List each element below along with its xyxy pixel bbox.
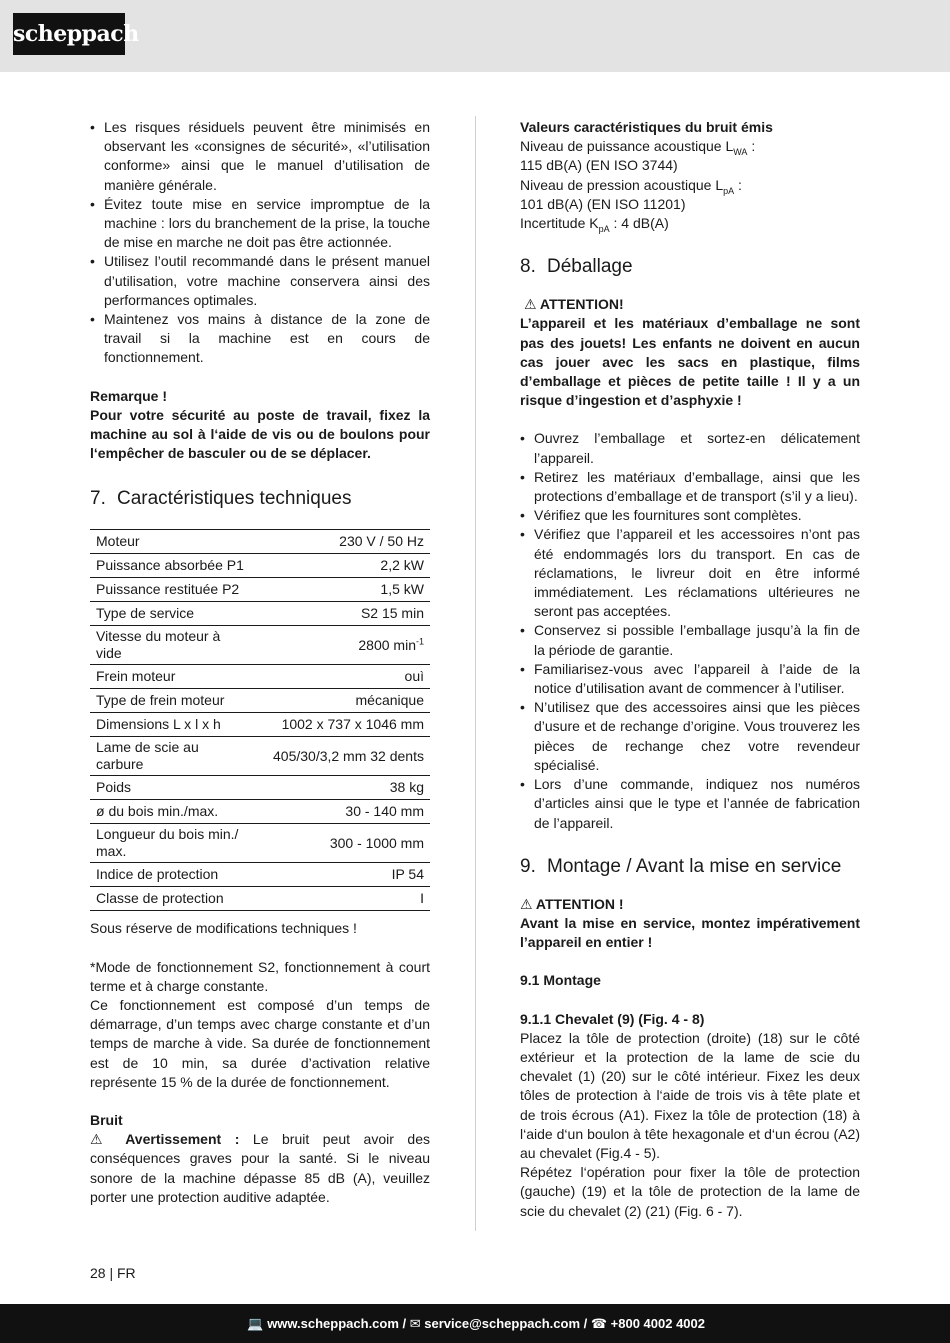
safety-bullet-list — [90, 118, 430, 368]
spec-value: 405/30/3,2 mm 32 dents — [252, 737, 430, 776]
spec-value: 38 kg — [252, 776, 430, 800]
list-item: • Retirez les matériaux d’emballage, ainsi que les protections d’emballage et de transport (s’il y a lieu). — [520, 468, 860, 506]
table-row — [90, 863, 430, 887]
table-row — [90, 887, 430, 911]
spec-label: Classe de protection — [90, 887, 252, 911]
spec-value: 30 - 140 mm — [252, 800, 430, 824]
list-item: • Familiarisez-vous avec l’appareil à l’aide de la notice d’utilisation avant de commencer à l’utiliser. — [520, 660, 860, 698]
spec-value: IP 54 — [252, 863, 430, 887]
spec-value: ouì — [252, 665, 430, 689]
montage-paragraph-1: Placez la tôle de protection (droite) (18) sur le côté extérieur et la protection de la lame de scie du chevalet (1) (20) sur le côté intérieur. Fixez les deux tôles de protection à l‘aide de trois vis à tête plate et de trois écrous (A1). Fixez la tôle de protection (18) à l‘aide d‘un boulon à tête hexagonale et d‘un écrou (A2) au chevalet (Fig.4 - 5). — [520, 1029, 860, 1161]
attention-1-text: L’appareil et les matériaux d’emballage ne sont pas des jouets! Les enfants ne doivent en aucun cas jouer avec les sacs en plastique, films d’emballage et pièces de petite taille ! Il y a un risque d’ingestion et d’asphyxie ! — [520, 315, 860, 409]
scheppach-logo: scheppach — [13, 13, 125, 55]
subsection-9-1-1: 9.1.1 Chevalet (9) (Fig. 4 - 8) — [520, 1010, 705, 1027]
section-9-heading — [520, 855, 860, 879]
table-row — [90, 824, 430, 863]
spec-label: Longueur du bois min./ max. — [90, 824, 252, 863]
page-header — [0, 0, 950, 72]
table-row — [90, 665, 430, 689]
section-7-heading — [90, 487, 430, 511]
spec-value: I — [252, 887, 430, 911]
warning-label: ⚠ Avertissement : — [90, 1131, 240, 1148]
spec-value: 1,5 kW — [252, 578, 430, 602]
uncertainty-line: Incertitude $K_{pA}$ : 4 dB(A) — [520, 215, 669, 234]
table-row — [90, 578, 430, 602]
spec-label: Puissance restituée P2 — [90, 578, 252, 602]
section-number: 8. — [520, 256, 536, 278]
spec-label: Type de service — [90, 602, 252, 626]
montage-paragraph-2: Répétez l‘opération pour fixer la tôle de protection (gauche) (19) et la tôle de protection de la lame de scie du chevalet (2) (21) (Fig. 6 - 7). — [520, 1164, 860, 1219]
table-row — [90, 602, 430, 626]
spec-label: ø du bois min./max. — [90, 800, 252, 824]
page-number: 28 | FR — [90, 1265, 136, 1281]
list-item: • Conservez si possible l’emballage jusqu’à la fin de la période de garantie. — [520, 621, 860, 659]
noise-title: Bruit — [90, 1112, 123, 1129]
lwa-value: 115 dB(A) (EN ISO 3744) — [520, 157, 678, 174]
spec-label: Moteur — [90, 530, 252, 554]
spec-label: Puissance absorbée P1 — [90, 554, 252, 578]
section-title: Caractéristiques techniques — [117, 488, 352, 510]
warning-text: Le bruit peut avoir des conséquences graves pour la santé. Si le niveau sonore de la machine dépasse 85 dB (A), veuillez porter une protection auditive adaptée. — [90, 1131, 430, 1205]
list-item: • Vérifiez que l’appareil et les accessoires n’ont pas été endommagés lors du transport. En cas de réclamations, le livreur doit en être informé immédiatement. Les réclamations ultérieures ne seront pas acceptées. — [520, 525, 860, 621]
lpa-value: 101 dB(A) (EN ISO 11201) — [520, 195, 686, 212]
lpa-line: Niveau de pression acoustique $L_{pA}$ : — [520, 176, 742, 196]
spec-value: 2,2 kW — [252, 554, 430, 578]
list-item: • Utilisez l’outil recommandé dans le présent manuel d’utilisation, votre machine conservera ainsi des performances optimales. — [90, 252, 430, 310]
list-item: • Lors d’une commande, indiquez nos numéros d’articles ainsi que le type et l’année de fabrication de l’appareil. — [520, 775, 860, 833]
table-row — [90, 713, 430, 737]
spec-value: mécanique — [252, 689, 430, 713]
column-divider — [475, 116, 476, 1231]
table-row — [90, 530, 430, 554]
table-row — [90, 737, 430, 776]
tech-note: Sous réserve de modifications techniques ! — [90, 920, 357, 937]
table-row — [90, 554, 430, 578]
spec-value: 230 V / 50 Hz — [252, 530, 430, 554]
noise-warning — [90, 1130, 430, 1207]
noise-values-title: Valeurs caractéristiques du bruit émis — [520, 119, 773, 135]
section-title: Déballage — [547, 256, 633, 278]
right-column — [520, 118, 860, 1221]
mode-note: *Mode de fonctionnement S2, fonctionnement à court terme et à charge constante. — [90, 958, 430, 994]
footer-contact-bar — [0, 1304, 950, 1343]
table-row — [90, 689, 430, 713]
list-item: • Ouvrez l’emballage et sortez-en délicatement l’appareil. — [520, 429, 860, 467]
section-title: Montage / Avant la mise en service — [547, 855, 842, 877]
spec-label: Lame de scie au carbure — [90, 737, 252, 776]
table-row — [90, 800, 430, 824]
specs-table — [90, 529, 430, 911]
list-item: • Maintenez vos mains à distance de la zone de travail si la machine est en cours de fonctionnement. — [90, 310, 430, 368]
spec-value: 300 - 1000 mm — [252, 824, 430, 863]
contact-info: 💻 www.scheppach.com / ✉ service@scheppach.com / ☎ +800 4002 4002 — [247, 1316, 705, 1331]
section-number: 7. — [90, 488, 106, 510]
attention-2-title: ⚠ ATTENTION ! — [520, 895, 624, 912]
unpacking-bullet-list — [520, 429, 860, 832]
section-8-heading — [520, 255, 860, 279]
spec-label: Indice de protection — [90, 863, 252, 887]
section-number: 9. — [520, 855, 536, 877]
list-item: • Évitez toute mise en service impromptue de la machine : lors du branchement de la prise, la touche de mise en marche ne doit pas être actionnée. — [90, 195, 430, 253]
list-item: • N’utilisez que des accessoires ainsi que les pièces d’usure et de rechange d’origine. Vous trouverez les pièces de rechange chez votre revendeur spécialisé. — [520, 698, 860, 775]
spec-label: Type de frein moteur — [90, 689, 252, 713]
spec-label: Frein moteur — [90, 665, 252, 689]
spec-value: 2800 $\min^{-1}$ — [252, 626, 430, 665]
cycle-note: Ce fonctionnement est composé d’un temps de démarrage, d’un temps avec charge constante et d’un temps de marche à vide. Sa durée de fonctionnement est de 10 min, sa durée d’activation relative représente 15 % de la durée de fonctionnement. — [90, 997, 430, 1090]
list-item: • Vérifiez que les fournitures sont complètes. — [520, 506, 860, 525]
spec-value: 1002 x 737 x 1046 mm — [252, 713, 430, 737]
left-column — [90, 118, 430, 1207]
list-item: • Les risques résiduels peuvent être minimisés en observant les «consignes de sécurité», «l’utilisation conforme» ainsi que le manuel d’utilisation de manière générale. — [90, 118, 430, 195]
remark-text: Pour votre sécurité au poste de travail, fixez la machine au sol à l‘aide de vis ou de boulons pour l‘empêcher de basculer ou de se déplacer. — [90, 406, 430, 462]
subsection-9-1: 9.1 Montage — [520, 972, 601, 989]
table-row — [90, 626, 430, 665]
attention-1-title: ⚠ ATTENTION! — [524, 296, 624, 313]
lwa-line: Niveau de puissance acoustique $L_{WA}$ : — [520, 138, 756, 157]
spec-label: Vitesse du moteur à vide — [90, 626, 252, 665]
spec-label: Poids — [90, 776, 252, 800]
attention-2-text: Avant la mise en service, montez impérativement l’appareil en entier ! — [520, 914, 860, 951]
remark-title: Remarque ! — [90, 387, 168, 404]
spec-value: S2 15 min — [252, 602, 430, 626]
spec-label: Dimensions L x l x h — [90, 713, 252, 737]
table-row — [90, 776, 430, 800]
